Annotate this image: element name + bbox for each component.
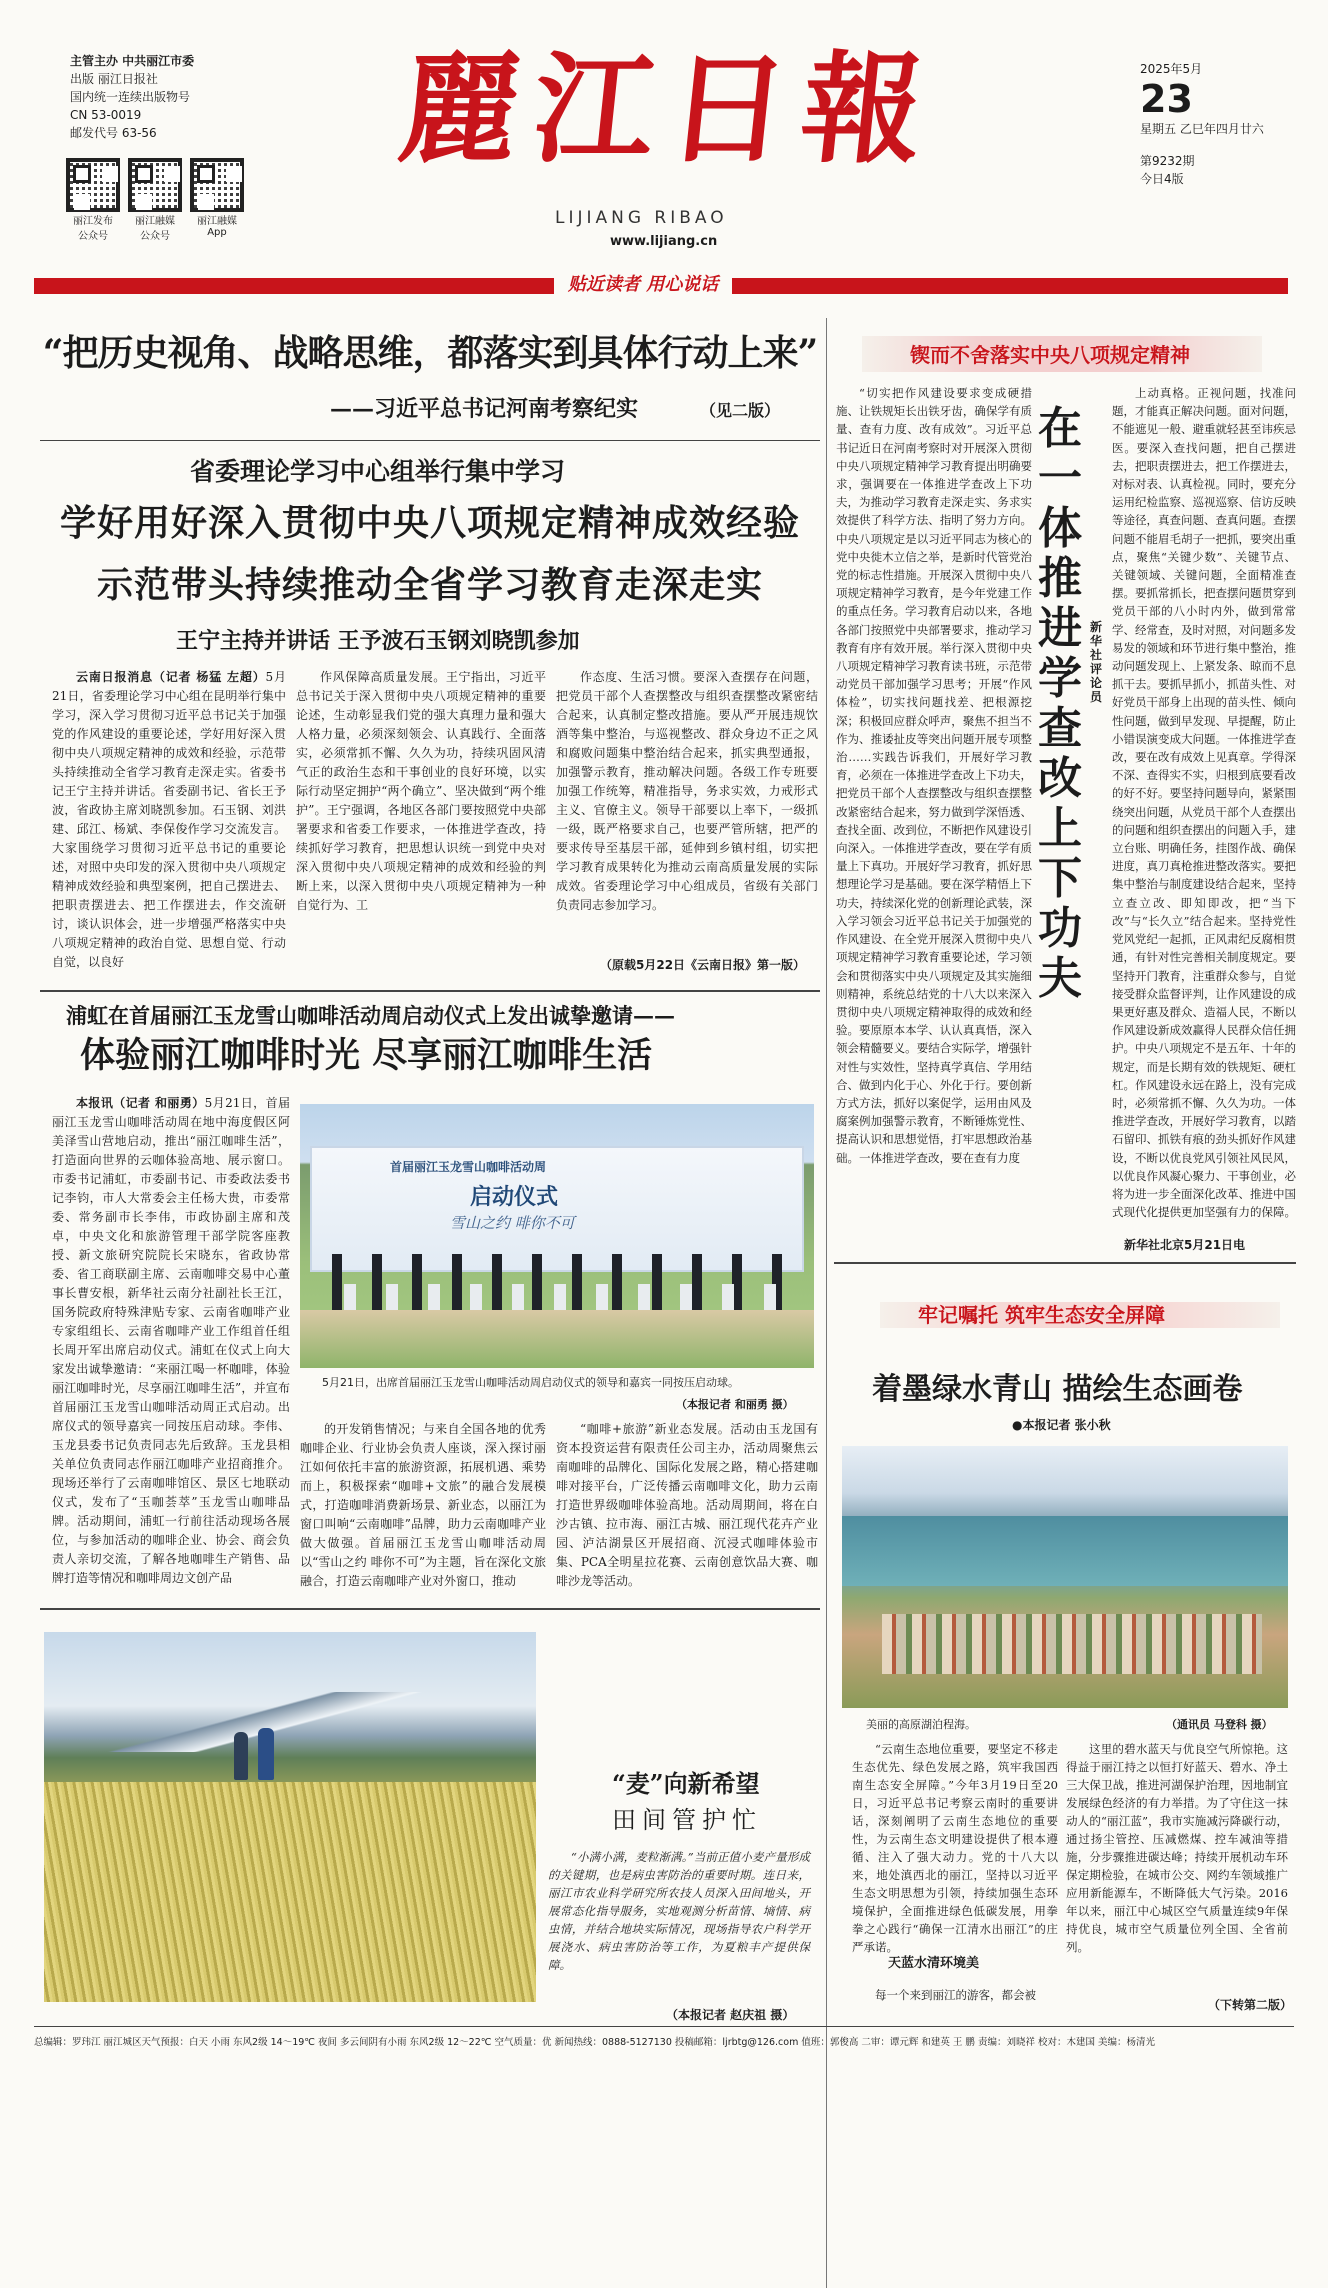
lead-title[interactable]: “把历史视角、战略思维，都落实到具体行动上来” <box>42 332 818 374</box>
wheat-title-2[interactable]: 田间管护忙 <box>612 1806 762 1834</box>
wheat-field <box>44 1782 536 2002</box>
info-line: CN 53-0019 <box>70 108 142 122</box>
banner-theme: 雪山之约 啡你不可 <box>450 1214 575 1232</box>
meeting-title-2[interactable]: 示范带头持续推动全省学习教育走深走实 <box>96 565 763 606</box>
page-count: 今日4版 <box>1140 172 1184 186</box>
eco-col-2: 这里的碧水蓝天与优良空气所惊艳。这得益于丽江持之以恒打好蓝天、碧水、净土三大保卫战，推进河湖保护治理，因地制宜发展绿色经济的有力举措。为了守住这一抹动人的“丽江蓝”，我市实施减污降碳行动，通过扬尘管控、压减燃煤、控车减油等措施，分步骤推进碳达峰；持续开展机动车环保定期检验，在城市公交、网约车领域推广应用新能源车，不断降低大气污染。2016年以来，丽江中心城区空气质量连续9年保持优良，城市空气质量位列全国、全省前列。 <box>1066 1742 1288 1954</box>
eco-title[interactable]: 着墨绿水青山 描绘生态画卷 <box>872 1372 1243 1407</box>
qr-code-icon <box>66 158 120 212</box>
coffee-kicker: 浦虹在首届丽江玉龙雪山咖啡活动周启动仪式上发出诚挚邀请—— <box>66 1003 675 1028</box>
eco-byline: ●本报记者 张小秋 <box>1012 1418 1111 1432</box>
info-line: 主管主办 中共丽江市委 <box>70 54 195 68</box>
banner-launch: 启动仪式 <box>470 1184 559 1210</box>
farmer-figure <box>258 1728 274 1780</box>
commentary-dateline: 新华社北京5月21日电 <box>1124 1238 1246 1252</box>
banner-event-name: 首届丽江玉龙雪山咖啡活动周 <box>390 1160 547 1174</box>
coffee-col-2: 的开发销售情况；与来自全国各地的优秀咖啡企业、行业协会负责人座谈，深入探讨丽江如何依托丰富的旅游资源，拓展机遇、乘势而上，积极探索“咖啡+文旅”的融合发展模式，打造咖啡消费新场景、新业态，以丽江为窗口叫响“云南咖啡”品牌，助力云南咖啡产业做大做强。首届丽江玉龙雪山咖啡活动周以“雪山之约 啡你不可”为主题，旨在深化文旅融合，打造云南咖啡产业对外窗口，推动 <box>300 1422 546 1588</box>
wheat-title-1[interactable]: “麦”向新希望 <box>612 1769 760 1798</box>
info-line: 出版 丽江日报社 <box>70 72 158 86</box>
meeting-source: （原载5月22日《云南日报》第一版） <box>600 958 806 972</box>
eco-band-title: 牢记嘱托 筑牢生态安全屏障 <box>918 1303 1165 1327</box>
qr-rongmei[interactable]: 丽江融媒 公众号 <box>128 158 182 242</box>
logo-pinyin: LIJIANG RIBAO <box>555 208 728 228</box>
date-year-month: 2025年5月 <box>1140 62 1203 76</box>
qr-app[interactable]: 丽江融媒 App <box>190 158 244 242</box>
coffee-col-1: 本报讯（记者 和丽勇）5月21日，首届丽江玉龙雪山咖啡活动周在地中海度假区阿美泽雪山营地启动，推出“丽江咖啡生活”，打造面向世界的云咖体验高地、展示窗口。市委书记浦虹，市委副书记、市委政法委书记李钧，市人大常委会主任杨大贵，市委常委、常务副市长李伟，市政协副主席和茂卓，中央文化和旅游管理干部学院客座教授、新文旅研究院院长宋晓东，省政协常委、省工商联副主席、云南咖啡交易中心董事长曹安根，新华社云南分社副社长王江，国务院政府特殊津贴专家、云南省咖啡产业专家组组长、云南省咖啡产业工作组首任组长周开军出席启动仪式。浦虹在仪式上向大家发出诚挚邀请：“来丽江喝一杯咖啡，体验丽江咖啡时光，尽享丽江咖啡生活”，并宣布首届丽江玉龙雪山咖啡活动周正式启动。出席仪式的领导嘉宾一同按压启动球。李伟、玉龙县委书记负责同志先后致辞。玉龙县相关单位负责同志作丽江咖啡产业招商推介。现场还举行了云南咖啡馆区、景区七地联动仪式，发布了“玉咖荟萃”玉龙雪山咖啡品牌。活动期间，浦虹一行前往活动现场各展位，与参加活动的咖啡企业、协会、商会负责人亲切交流，了解各地咖啡生产销售、品牌打造等情况和咖啡周边文创产品 <box>52 1096 290 1585</box>
issue-number: 第9232期 <box>1140 154 1195 168</box>
lead-see-page[interactable]: （见二版） <box>700 401 781 420</box>
info-line: 邮发代号 63-56 <box>70 126 157 140</box>
weekday-lunar: 星期五 乙巳年四月廿六 <box>1140 122 1264 136</box>
qr-code-icon <box>128 158 182 212</box>
meeting-col-1: 云南日报消息（记者 杨猛 左超）5月21日，省委理论学习中心组在昆明举行集中学习，深入学习贯彻习近平总书记关于加强党的作风建设的重要论述，学好用好深入贯彻中央八项规定精神的成效和经验，示范带头持续推动全省学习教育走深走实。省委书记王宁主持并讲话。省委副书记、省长王予波，省政协主席刘晓凯参加。石玉钢、刘洪建、邱江、杨斌、李保俊作学习交流发言。大家围绕学习贯彻习近平总书记的重要论述，对照中央印发的深入贯彻中央八项规定精神成效经验和典型案例，把自己摆进去、把职责摆进去、把工作摆进去，作交流研讨，谈认识体会，进一步增强严格落实中央八项规定精神的政治自觉、思想自觉、行动自觉，以良好 <box>52 670 287 969</box>
commentary-col-2: 上动真格。正视问题，找准问题，才能真正解决问题。面对问题，不能遮见一般、避重就轻甚至讳疾忌医。要深入查找问题，把自己摆进去，把职责摆进去，把工作摆进去，对标对表、认真检视。同时，要充分运用纪检监察、巡视巡察、信访反映等途径，真查问题、查真问题。查摆问题不能眉毛胡子一把抓，要突出重点，聚焦“关键少数”、关键节点、关键领域、关键问题，全面精准查摆。要抓常抓长，把查摆问题贯穿到党员干部的八小时内外，做到常常学、经常查，及时对照，对问题多发易发的领域和环节进行集中整治，推动问题发现上、上紧发条、晾而不息抓干去。要抓早抓小，抓苗头性、对好党员干部身上出现的苗头性、倾向性问题，做到早发现、早提醒，防止小错误演变成大问题。一体推进学查改，要在改有成效上见真章。学得深不深、查得实不实，归根到底要看改的好不好。要坚持问题导向，紧紧围绕突出问题，从党员干部个人查摆出的问题和组织查摆出的问题入手，建立台账、明确任务，挂图作战、确保进度，真刀真枪推进整改落实。要把集中整治与制度建设结合起来，坚持立查立改、即知即改，把“当下改”与“长久立”结合起来。坚持党性党风党纪一起抓，正风肃纪反腐相贯通，有针对性完善相关制度规定。要坚持开门教育，注重群众参与，自觉接受群众监督评判，让作风建设的成果更好惠及群众、造福人民，不断以作风建设新成效赢得人民群众信任拥护。中央八项规定不是五年、十年的规定，而是长期有效的铁规矩、硬杠杠。作风建设永远在路上，没有完成时，必须常抓不懈、久久为功。一体推进学查改，开展好学习教育，以踏石留印、抓铁有痕的劲头抓好作风建设，不断以优良党风引领社风民风，以优良作风凝心聚力、干事创业，必将为进一步全面深化改革、推进中国式现代化提供更加坚强有力的保障。 <box>1112 386 1296 1220</box>
qr-code-icon <box>190 158 244 212</box>
publisher-info <box>70 52 194 142</box>
eco-col-1b: 每一个来到丽江的游客，都会被 <box>875 1988 1036 2002</box>
mountain-range <box>44 1692 536 1752</box>
footer-info: 总编辑：罗玮江 丽江城区天气预报：白天 小雨 东风2级 14～19℃ 夜间 多云间阴有小雨 东风2级 12～22℃ 空气质量：优 新闻热线：0888-5127130 投稿邮箱：ljrbtg@126.com 值班：郭俊高 二审：谭元辉 和建英 王 鹏 责编：刘晓祥 校对：木建国 美编：杨清光 <box>34 2037 1155 2048</box>
commentary-col-1: “切实把作风建设要求变成硬措施、让铁规矩长出铁牙齿，确保学有质量、查有力度、改有成效”。习近平总书记近日在河南考察时对开展深入贯彻中央八项规定精神学习教育提出明确要求，强调要在一体推进学查改上下功夫，为推动学习教育走深走实、务求实效提供了科学方法、指明了努力方向。中央八项规定是以习近平同志为核心的党中央徙木立信之举，是新时代管党治党的标志性措施。开展深入贯彻中央八项规定精神学习教育，是今年党建工作的重点任务。学习教育启动以来，各地各部门按照党中央部署要求，推动学习教育有序有效开展。举行深入贯彻中央八项规定精神学习教育读书班，示范带动党员干部加强学习思考；开展“作风体检”，切实找问题找差、把根源挖深；积极回应群众呼声，聚焦不担当不作为、推诿扯皮等突出问题开展专项整治……实践告诉我们，开展好学习教育，必须在一体推进学查改上下功夫，把党员干部个人查摆整改与组织查摆整改紧密结合起来，努力做到学深悟透、查找全面、改到位，不断把作风建设引向深入。一体推进学查改，要在学有质量上下真功。开展好学习教育，抓好思想理论学习是基础。要在深学精悟上下功夫，持续深化党的创新理论武装，深入学习领会习近平总书记关于加强党的作风建设、在全党开展深入贯彻中央八项规定精神学习教育重要论述，学习领会和贯彻落实中央八项规定及其实施细则精神，系统总结党的十八大以来深入贯彻中央八项规定精神取得的成效和经验。要原原本本学、认认真真悟，深入领会精髓要义。要结合实际学，增强针对性与实效性，坚持真学真信、学用结合、做到内化于心、外化于行。要创新方式方法，抓好以案促学，运用由风及腐案例加强警示教育，不断锤炼党性、提高认识和思想觉悟，打牢思想政治基础。一体推进学查改，要在查有力度 <box>836 386 1032 1165</box>
info-line: 国内统一连续出版物号 <box>70 90 191 104</box>
stage-podiums <box>330 1284 784 1310</box>
eco-col-1: “云南生态地位重要，要坚定不移走生态优先、绿色发展之路，筑牢我国西南生态安全屏障。”今年3月19日至20日，习近平总书记考察云南时的重要讲话，深刻阐明了云南生态地位的重要性，为云南生态文明建设提供了根本遵循、注入了强大动力。党的十八大以来，地处滇西北的丽江，坚持以习近平生态文明思想为引领，持续加强生态环境保护，全面推进绿色低碳发展，用拳拳之心践行“确保一江清水出丽江”的庄严承诺。 <box>852 1742 1058 1954</box>
coffee-title[interactable]: 体验丽江咖啡时光 尽享丽江咖啡生活 <box>80 1036 653 1076</box>
farmer-figure <box>234 1732 248 1780</box>
qr-fabu[interactable]: 丽江发布 公众号 <box>66 158 120 242</box>
eco-continued[interactable]: （下转第二版） <box>1208 1998 1293 2012</box>
coffee-photo <box>300 1104 814 1368</box>
wheat-credit: （本报记者 赵庆祖 摄） <box>666 2008 795 2022</box>
coffee-col-3: “咖啡+旅游”新业态发展。活动由玉龙国有资本投资运营有限责任公司主办，活动周聚焦云南咖啡的品牌化、国际化发展之路，精心搭建咖啡对接平台，广泛传播云南咖啡文化，助力云南打造世界级咖啡体验高地。活动周期间，将在白沙古镇、拉市海、丽江古城、丽江现代花卉产业园、泸沽湖景区开展招商、沉浸式咖啡体验市集、PCA全明星拉花赛、云南创意饮品大赛、咖啡沙龙等活动。 <box>556 1422 818 1588</box>
date-day: 23 <box>1140 77 1193 121</box>
commentary-band-title: 锲而不舍落实中央八项规定精神 <box>910 343 1190 367</box>
slogan: 贴近读者 用心说话 <box>554 270 732 300</box>
stage-floor <box>300 1310 814 1368</box>
village-houses <box>882 1614 1262 1674</box>
lead-subtitle: ——习近平总书记河南考察纪实 <box>330 396 639 422</box>
eco-credit: （通讯员 马登科 摄） <box>1166 1718 1273 1731</box>
coffee-caption: 5月21日，出席首届丽江玉龙雪山咖啡活动周启动仪式的领导和嘉宾一同按压启动球。 <box>322 1376 739 1389</box>
eco-subheading: 天蓝水清环境美 <box>888 1956 980 1971</box>
eco-caption: 美丽的高原湖泊程海。 <box>866 1718 976 1731</box>
wheat-photo <box>44 1632 536 2002</box>
wheat-body: “小满小满，麦粒渐满。”当前正值小麦产量形成的关键期，也是病虫害防治的重要时期。连日来，丽江市农业科学研究所农技人员深入田间地头，开展常态化指导服务，实地观测分析苗情、墒情、病虫情，并结合地块实际情况，现场指导农户科学开展浇水、病虫害防治等工作，为夏粮丰产提供保障。 <box>548 1850 810 1972</box>
lake-surface <box>842 1516 1288 1586</box>
eco-photo <box>842 1446 1288 1708</box>
newspaper-logo: 麗江日報 <box>392 39 944 180</box>
meeting-subtitle: 王宁主持并讲话 王予波石玉钢刘晓凯参加 <box>176 628 580 654</box>
website[interactable]: www.lijiang.cn <box>610 234 718 249</box>
meeting-kicker: 省委理论学习中心组举行集中学习 <box>190 457 566 486</box>
commentary-title[interactable]: 在一体推进学查改上下功夫 <box>1038 403 1082 1004</box>
coffee-credit: （本报记者 和丽勇 摄） <box>676 1398 794 1411</box>
meeting-col-2: 作风保障高质量发展。王宁指出，习近平总书记关于深入贯彻中央八项规定精神的重要论述，生动彰显我们党的强大真理力量和强大人格力量，必须深刻领会、认真践行、全面落实，必须常抓不懈、久久为功，持续巩固风清气正的政治生态和干事创业的良好环境，以实际行动坚定拥护“两个确立”、坚决做到“两个维护”。王宁强调，各地区各部门要按照党中央部署要求和省委工作要求，一体推进学查改，持续抓好学习教育，把思想认识统一到党中央对深入贯彻中央八项规定精神的成效和经验的判断上来，以深入贯彻中央八项规定精神为一种自觉行为、工 <box>296 670 546 912</box>
commentary-source: 新华社评论员 <box>1090 620 1103 704</box>
meeting-title-1[interactable]: 学好用好深入贯彻中央八项规定精神成效经验 <box>59 503 800 544</box>
meeting-col-3: 作态度、生活习惯。要深入查摆存在问题，把党员干部个人查摆整改与组织查摆整改紧密结合起来，认真制定整改措施。要从严开展违规饮酒等集中整治，与巡视整改、群众身边不正之风和腐败问题集中整治结合起来，抓实典型通报，加强警示教育，推动解决问题。各级工作专班要加强工作统筹，精准指导，务求实效，力戒形式主义、官僚主义。领导干部要以上率下，一级抓一级，既严格要求自己，也要严管所辖，把严的要求传导至基层干部，延伸到乡镇村组，切实把学习教育成果转化为推动云南高质量发展的实际成效。省委理论学习中心组成员，省级有关部门负责同志参加学习。 <box>556 670 818 912</box>
